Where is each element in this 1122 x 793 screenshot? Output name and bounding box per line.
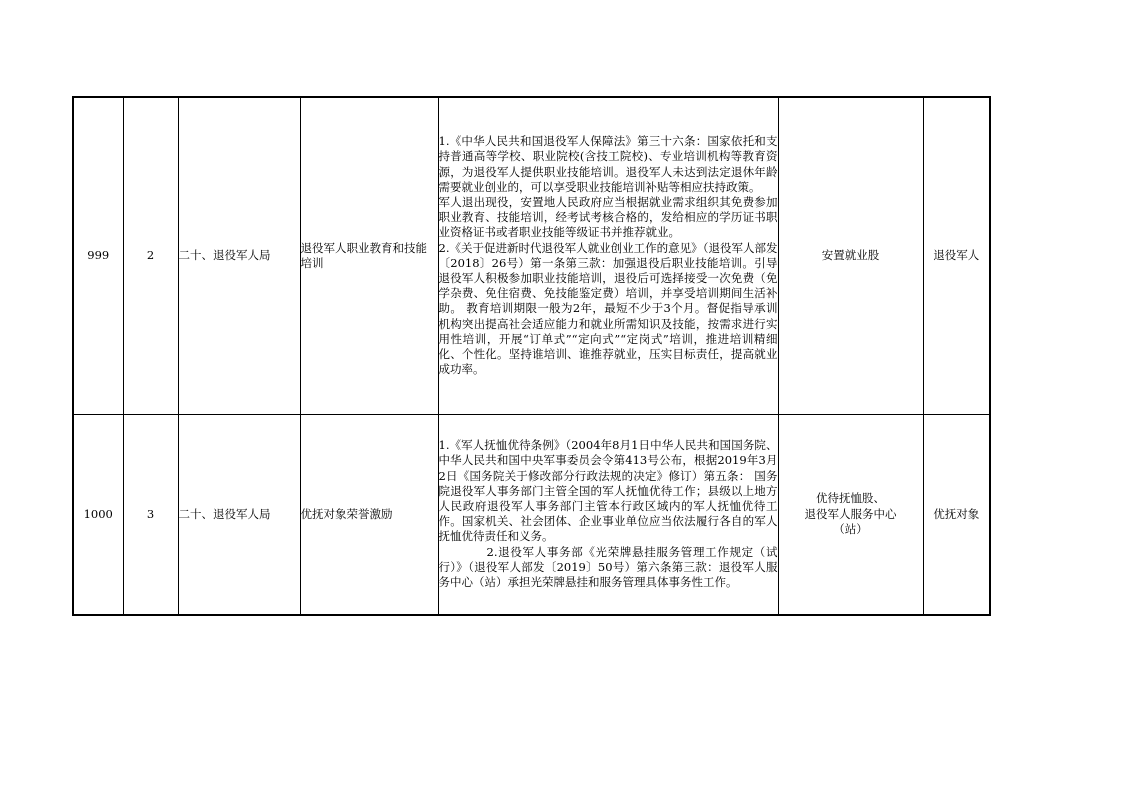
service-items-table [72,96,991,616]
responsible-unit-cell [778,97,923,414]
responsible-unit-line: 优待抚恤股、 [816,491,885,506]
legal-basis-paragraph: 2.退役军人事务部《光荣牌悬挂服务管理工作规定（试行）》（退役军人部发〔2019〕50号）第六条第三款：退役军人服务中心（站）承担光荣牌悬挂和服务管理具体事务性工作。 [438,544,778,590]
legal-basis-paragraph: 1.《军人抚恤优待条例》（2004年8月1日中华人民共和国国务院、中华人民共和国中央军事委员会令第413号公布，根据2019年3月2日《国务院关于修改部分行政法规的决定》修订）第五条： 国务院退役军人事务部门主管全国的军人抚恤优待工作；县级以上地方人民政府退役军人事务部门主管本行政区域内的军人抚恤优待工作。国家机关、社会团体、企业事业单位应当依法履行各自的军人抚恤优待责任和义务。 [438,438,778,544]
table-row [73,97,990,414]
item-number-cell: 2 [123,97,178,414]
sequence-cell: 1000 [73,414,123,615]
legal-basis-paragraph: 军人退出现役，安置地人民政府应当根据就业需求组织其免费参加职业教育、技能培训，经考试考核合格的，发给相应的学历证书职业资格证书或者职业技能等级证书并推荐就业。 [438,194,778,240]
legal-basis-cell [438,414,778,615]
service-target-cell: 退役军人 [923,97,990,414]
responsible-unit-line: 退役军人服务中心 [804,506,897,521]
service-target-cell: 优抚对象 [923,414,990,615]
item-number-cell: 3 [123,414,178,615]
legal-basis-paragraph: 2.《关于促进新时代退役军人就业创业工作的意见》（退役军人部发〔2018〕26号）第一条第三款：加强退役后职业技能培训。引导退役军人积极参加职业技能培训，退役后可选择接受一次免费（免学杂费、免住宿费、免技能鉴定费）培训，并享受培训期间生活补助。 教育培训期限一般为2年，最短不少于3个月。督促指导承训机构突出提高社会适应能力和就业所需知识及技能，按需求进行实用性培训，开展“订单式”“定向式”“定岗式”培训，推进培训精细化、个性化。坚持谁培训、谁推荐就业，压实目标责任，提高就业成功率。 [438,240,778,377]
legal-basis-cell [438,97,778,414]
responsible-unit-cell [778,414,923,615]
responsible-unit-line: （站） [833,521,868,536]
department-cell: 二十、退役军人局 [178,97,300,414]
department-cell: 二十、退役军人局 [178,414,300,615]
item-name-cell: 优抚对象荣誉激励 [300,414,438,615]
item-name-cell: 退役军人职业教育和技能培训 [300,97,438,414]
responsible-unit-line: 安置就业股 [821,248,880,263]
legal-basis-paragraph: 1.《中华人民共和国退役军人保障法》第三十六条：国家依托和支持普通高等学校、职业院校(含技工院校)、专业培训机构等教育资源，为退役军人提供职业技能培训。退役军人未达到法定退休年龄需要就业创业的，可以享受职业技能培训补贴等相应扶持政策。 [438,134,778,194]
table-row [73,414,990,615]
sequence-cell: 999 [73,97,123,414]
